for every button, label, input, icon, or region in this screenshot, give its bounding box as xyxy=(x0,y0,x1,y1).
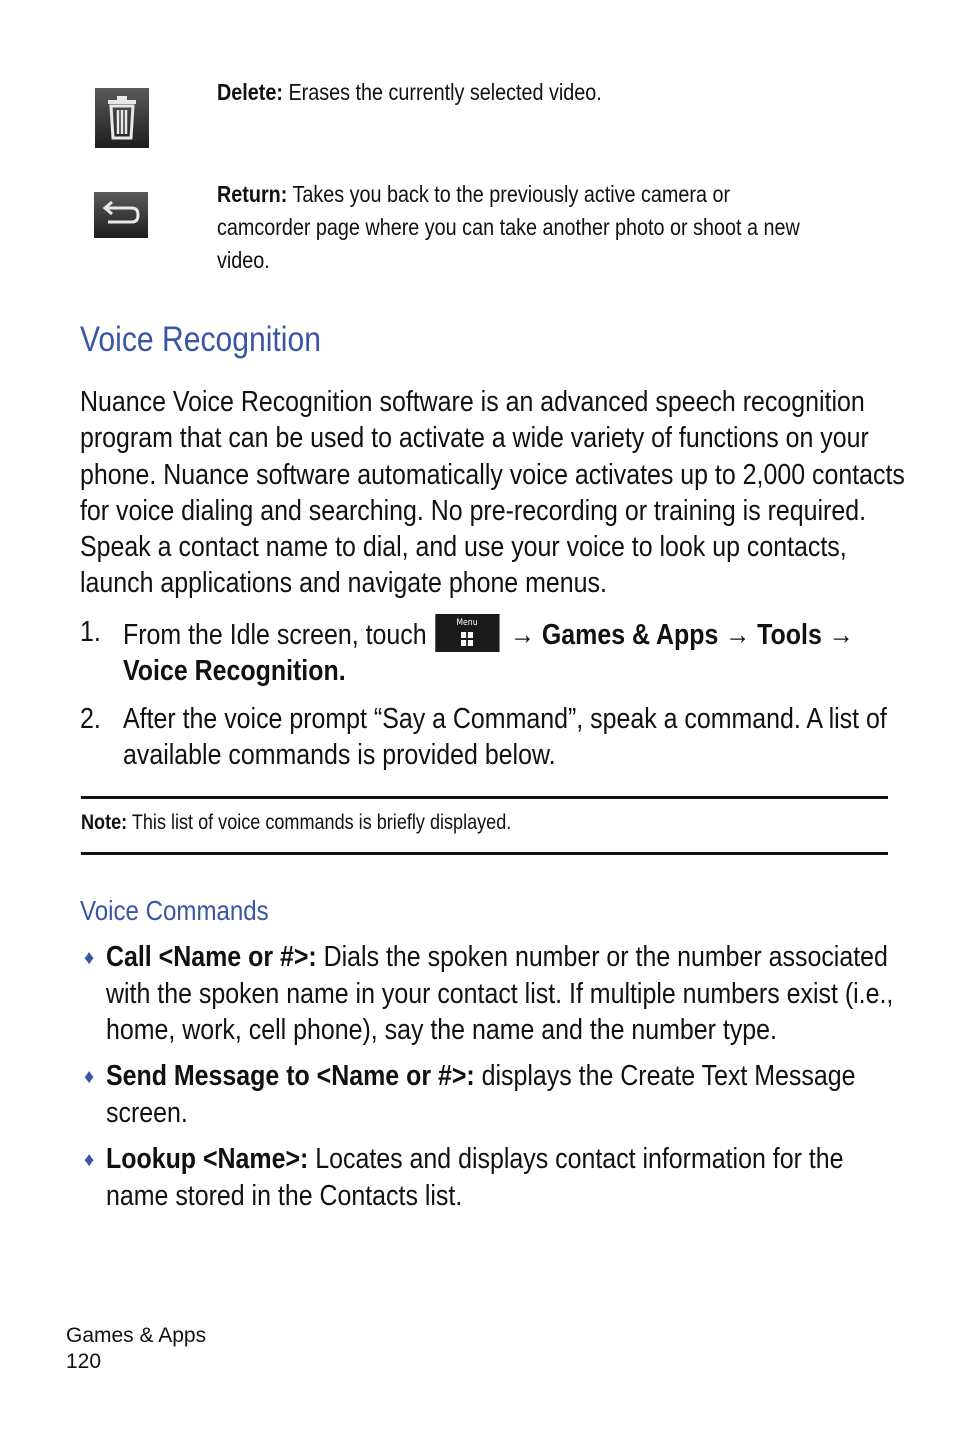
command-term: Send Message to <Name or #>: xyxy=(106,1060,475,1092)
step-number: 2. xyxy=(80,703,101,735)
bullet-diamond-icon: ♦ xyxy=(84,947,95,969)
arrow: → xyxy=(510,619,535,651)
note-label: Note: xyxy=(81,811,128,834)
bullet-diamond-icon: ♦ xyxy=(84,1149,95,1171)
page-number: 120 xyxy=(66,1350,102,1373)
menu-button-label: Menu xyxy=(456,616,478,628)
list-item xyxy=(106,1058,855,1131)
paragraph-line: phone. Nuance software automatically voice activates up to 2,000 contacts xyxy=(80,458,905,491)
definition-text: camcorder page where you can take another photo or shoot a new xyxy=(217,214,800,240)
definition-delete xyxy=(217,76,602,109)
note xyxy=(81,810,511,836)
intro-paragraph xyxy=(80,384,905,602)
page-footer xyxy=(66,1323,206,1375)
step-text: From the Idle screen, touch xyxy=(123,619,427,651)
command-term: Call <Name or #>: xyxy=(106,941,317,973)
note-top-rule xyxy=(81,796,888,799)
list-item xyxy=(106,1141,843,1214)
bullet-diamond-icon: ♦ xyxy=(84,1066,95,1088)
definition-text: Erases the currently selected video. xyxy=(288,79,602,105)
paragraph-line: for voice dialing and searching. No pre-recording or training is required. xyxy=(80,494,867,527)
section-title: Voice Recognition xyxy=(80,320,321,359)
menu-path-item: Games & Apps xyxy=(541,619,719,651)
command-text: displays the Create Text Message xyxy=(481,1060,856,1092)
note-text: This list of voice commands is briefly displayed. xyxy=(131,811,512,834)
paragraph-line: program that can be used to activate a wide variety of functions on your xyxy=(80,422,869,455)
footer-section: Games & Apps xyxy=(66,1324,207,1347)
menu-button-icon xyxy=(435,614,500,652)
step-text: available commands is provided below. xyxy=(123,739,556,772)
arrow: → xyxy=(828,619,854,651)
definition-term: Delete: xyxy=(217,79,283,105)
command-text: name stored in the Contacts list. xyxy=(106,1179,463,1212)
note-bottom-rule xyxy=(81,852,888,855)
paragraph-line: Nuance Voice Recognition software is an advanced speech recognition xyxy=(80,386,865,418)
command-text: Locates and displays contact information for the xyxy=(315,1143,844,1175)
return-icon xyxy=(94,192,148,238)
menu-path-item: Tools xyxy=(757,619,822,651)
paragraph-line: Speak a contact name to dial, and use your voice to look up contacts, xyxy=(80,531,847,564)
definition-text: Takes you back to the previously active camera or xyxy=(292,181,731,207)
command-text: with the spoken name in your contact list. If multiple numbers exist (i.e., xyxy=(106,977,894,1010)
command-text: Dials the spoken number or the number associated xyxy=(323,941,888,973)
definition-term: Return: xyxy=(217,181,288,207)
paragraph-line: launch applications and navigate phone menus. xyxy=(80,567,607,600)
arrow: → xyxy=(725,619,751,651)
step-1 xyxy=(123,614,854,690)
definition-text: video. xyxy=(217,247,270,273)
step-number: 1. xyxy=(80,616,101,648)
command-term: Lookup <Name>: xyxy=(106,1143,309,1175)
command-text: home, work, cell phone), say the name and the number type. xyxy=(106,1014,777,1046)
menu-path-item: Voice Recognition. xyxy=(123,655,346,688)
definition-return xyxy=(217,178,800,277)
list-item xyxy=(106,939,893,1049)
trash-icon xyxy=(95,88,149,148)
subsection-title: Voice Commands xyxy=(80,895,269,926)
step-text: After the voice prompt “Say a Command”, speak a command. A list of xyxy=(123,703,887,735)
command-text: screen. xyxy=(106,1096,188,1129)
step-2 xyxy=(123,701,887,774)
